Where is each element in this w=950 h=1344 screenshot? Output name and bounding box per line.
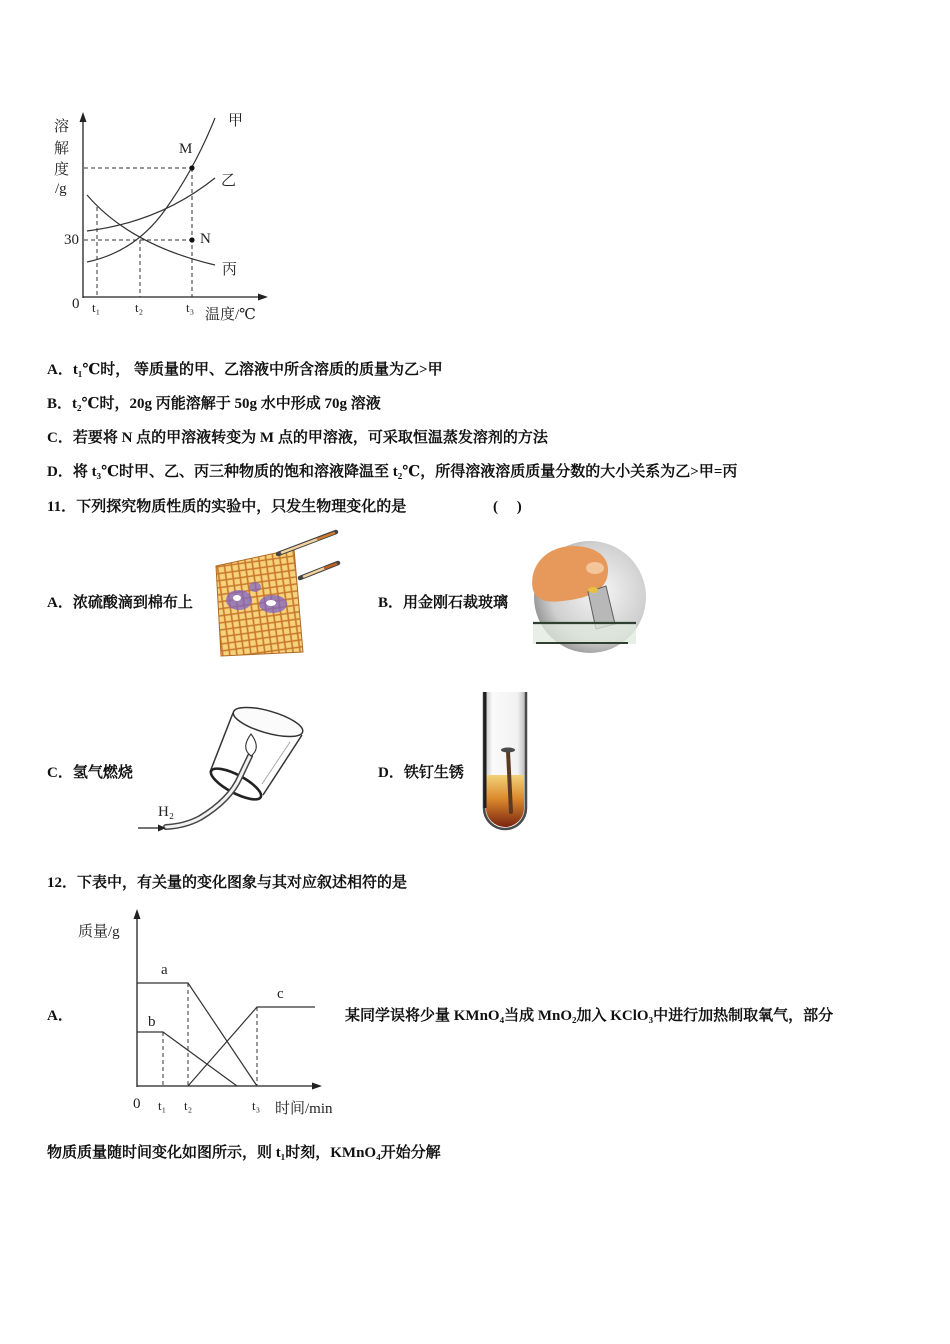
point-m-dot — [189, 165, 194, 170]
line-b — [137, 1032, 237, 1086]
option-label: D． — [378, 765, 404, 781]
question-text: 下列探究物质性质的实验中，只发生物理变化的是 — [76, 499, 407, 515]
dropper-glass — [282, 539, 318, 553]
cutter-ring — [588, 587, 598, 593]
beaker-bottom — [230, 702, 305, 743]
fingernail — [586, 562, 604, 574]
answer-bracket: ( ) — [493, 499, 522, 515]
x-tick-label: t₁ — [92, 300, 101, 315]
line-a — [137, 983, 257, 1086]
curve-label-bing: 丙 — [222, 262, 238, 278]
nail-head — [501, 748, 515, 753]
glass-plate — [533, 623, 636, 644]
curve-label-yi: 乙 — [221, 173, 237, 189]
solubility-chart — [54, 112, 268, 323]
y-axis-label: 质量/g — [78, 924, 120, 940]
option-text: 若要将 N 点的甲溶液转变为 M 点的甲溶液，可采取恒温蒸发溶剂的方法 — [72, 430, 548, 446]
option-text: t₂℃时，20g 丙能溶解于 50g 水中形成 70g 溶液 — [72, 396, 381, 412]
curve-label-jia: 甲 — [228, 113, 244, 129]
origin-label: 0 — [133, 1096, 141, 1112]
x-tick-label: t₂ — [184, 1098, 193, 1113]
glass-tube — [166, 756, 250, 827]
line-label-c: c — [277, 986, 284, 1002]
burn-hole — [233, 595, 241, 601]
q11-stem — [47, 498, 406, 516]
option-text: 铁钉生锈 — [403, 765, 464, 781]
x-axis-arrow — [312, 1083, 322, 1090]
line-label-a: a — [161, 962, 168, 978]
rusting-nail-illustration — [484, 692, 526, 829]
q12-option-a-text-line1: 某同学误将少量 KMnO₄当成 MnO₂加入 KClO₃中进行加热制取氧气，部分 — [345, 1008, 834, 1024]
q11-option-b — [378, 594, 508, 612]
origin-label: 0 — [72, 296, 80, 312]
option-text: t₁℃时， 等质量的甲、乙溶液中所含溶质的质量为乙>甲 — [72, 362, 443, 378]
y-axis-arrow — [134, 909, 141, 919]
dropper-glass — [304, 568, 325, 577]
line-c — [188, 1007, 315, 1086]
x-tick-label: t₁ — [158, 1098, 167, 1113]
tube-liquid — [486, 775, 524, 827]
option-text: 浓硫酸滴到棉布上 — [72, 595, 193, 611]
beaker-wall-right — [263, 735, 302, 795]
point-label-n: N — [200, 231, 211, 247]
question-text: 下表中，有关量的变化图象与其对应叙述相符的是 — [77, 875, 408, 891]
hydrogen-combustion-illustration — [138, 702, 306, 832]
option-label: D． — [47, 464, 73, 480]
x-tick-label: t₃ — [252, 1098, 261, 1113]
line-label-b: b — [148, 1014, 156, 1030]
hydrogen-label: H₂ — [158, 804, 175, 820]
point-n-dot — [189, 237, 194, 242]
beaker-highlight — [262, 742, 290, 784]
option-label: C． — [47, 765, 73, 781]
option-label: B． — [47, 396, 73, 412]
x-axis-label: 时间/min — [275, 1101, 333, 1117]
cloth-acid-illustration — [216, 532, 338, 656]
y-axis-label-char: 度 — [54, 162, 70, 178]
y-axis-arrow — [80, 112, 87, 122]
q12-stem — [47, 874, 407, 892]
q11-option-a — [47, 594, 193, 612]
x-tick-label: t₃ — [186, 300, 195, 315]
curve-bing — [87, 195, 215, 265]
q10-option-d — [47, 463, 737, 481]
y-axis-label-char: 解 — [54, 141, 70, 157]
burn-spot — [249, 582, 261, 592]
y-tick-label: 30 — [64, 232, 79, 248]
curve-yi — [87, 178, 215, 231]
option-label: A． — [47, 362, 73, 378]
flame — [246, 734, 257, 756]
q10-option-b — [47, 395, 381, 413]
glass-cutting-illustration — [532, 541, 646, 653]
option-label: C． — [47, 430, 73, 446]
y-axis-label-char: /g — [55, 181, 67, 197]
q10-option-c — [47, 429, 548, 447]
q12-option-a-label: A． — [47, 1008, 73, 1024]
x-axis-arrow — [258, 294, 268, 301]
mass-time-chart — [78, 909, 333, 1117]
q10-option-a — [47, 361, 443, 379]
option-text: 用金刚石裁玻璃 — [403, 595, 509, 611]
option-text: 氢气燃烧 — [72, 765, 133, 781]
q11-option-c — [47, 764, 133, 782]
x-tick-label: t₂ — [135, 300, 144, 315]
option-text: 将 t₃℃时甲、乙、丙三种物质的饱和溶液降温至 t₂℃，所得溶液溶质质量分数的大小关系为乙>甲=丙 — [72, 464, 738, 480]
question-number: 12． — [47, 875, 78, 891]
q12-option-a-text-line2: 物质质量随时间变化如图所示，则 t₁时刻，KMnO₄开始分解 — [47, 1145, 441, 1161]
x-axis-label: 温度/℃ — [205, 307, 256, 323]
y-axis-label-char: 溶 — [54, 119, 70, 135]
option-label: B． — [378, 595, 404, 611]
q11-option-d — [378, 764, 464, 782]
burn-hole — [266, 600, 276, 606]
beaker-wall-left — [210, 713, 233, 772]
option-label: A． — [47, 595, 73, 611]
question-number: 11． — [47, 499, 77, 515]
point-label-m: M — [179, 141, 193, 157]
